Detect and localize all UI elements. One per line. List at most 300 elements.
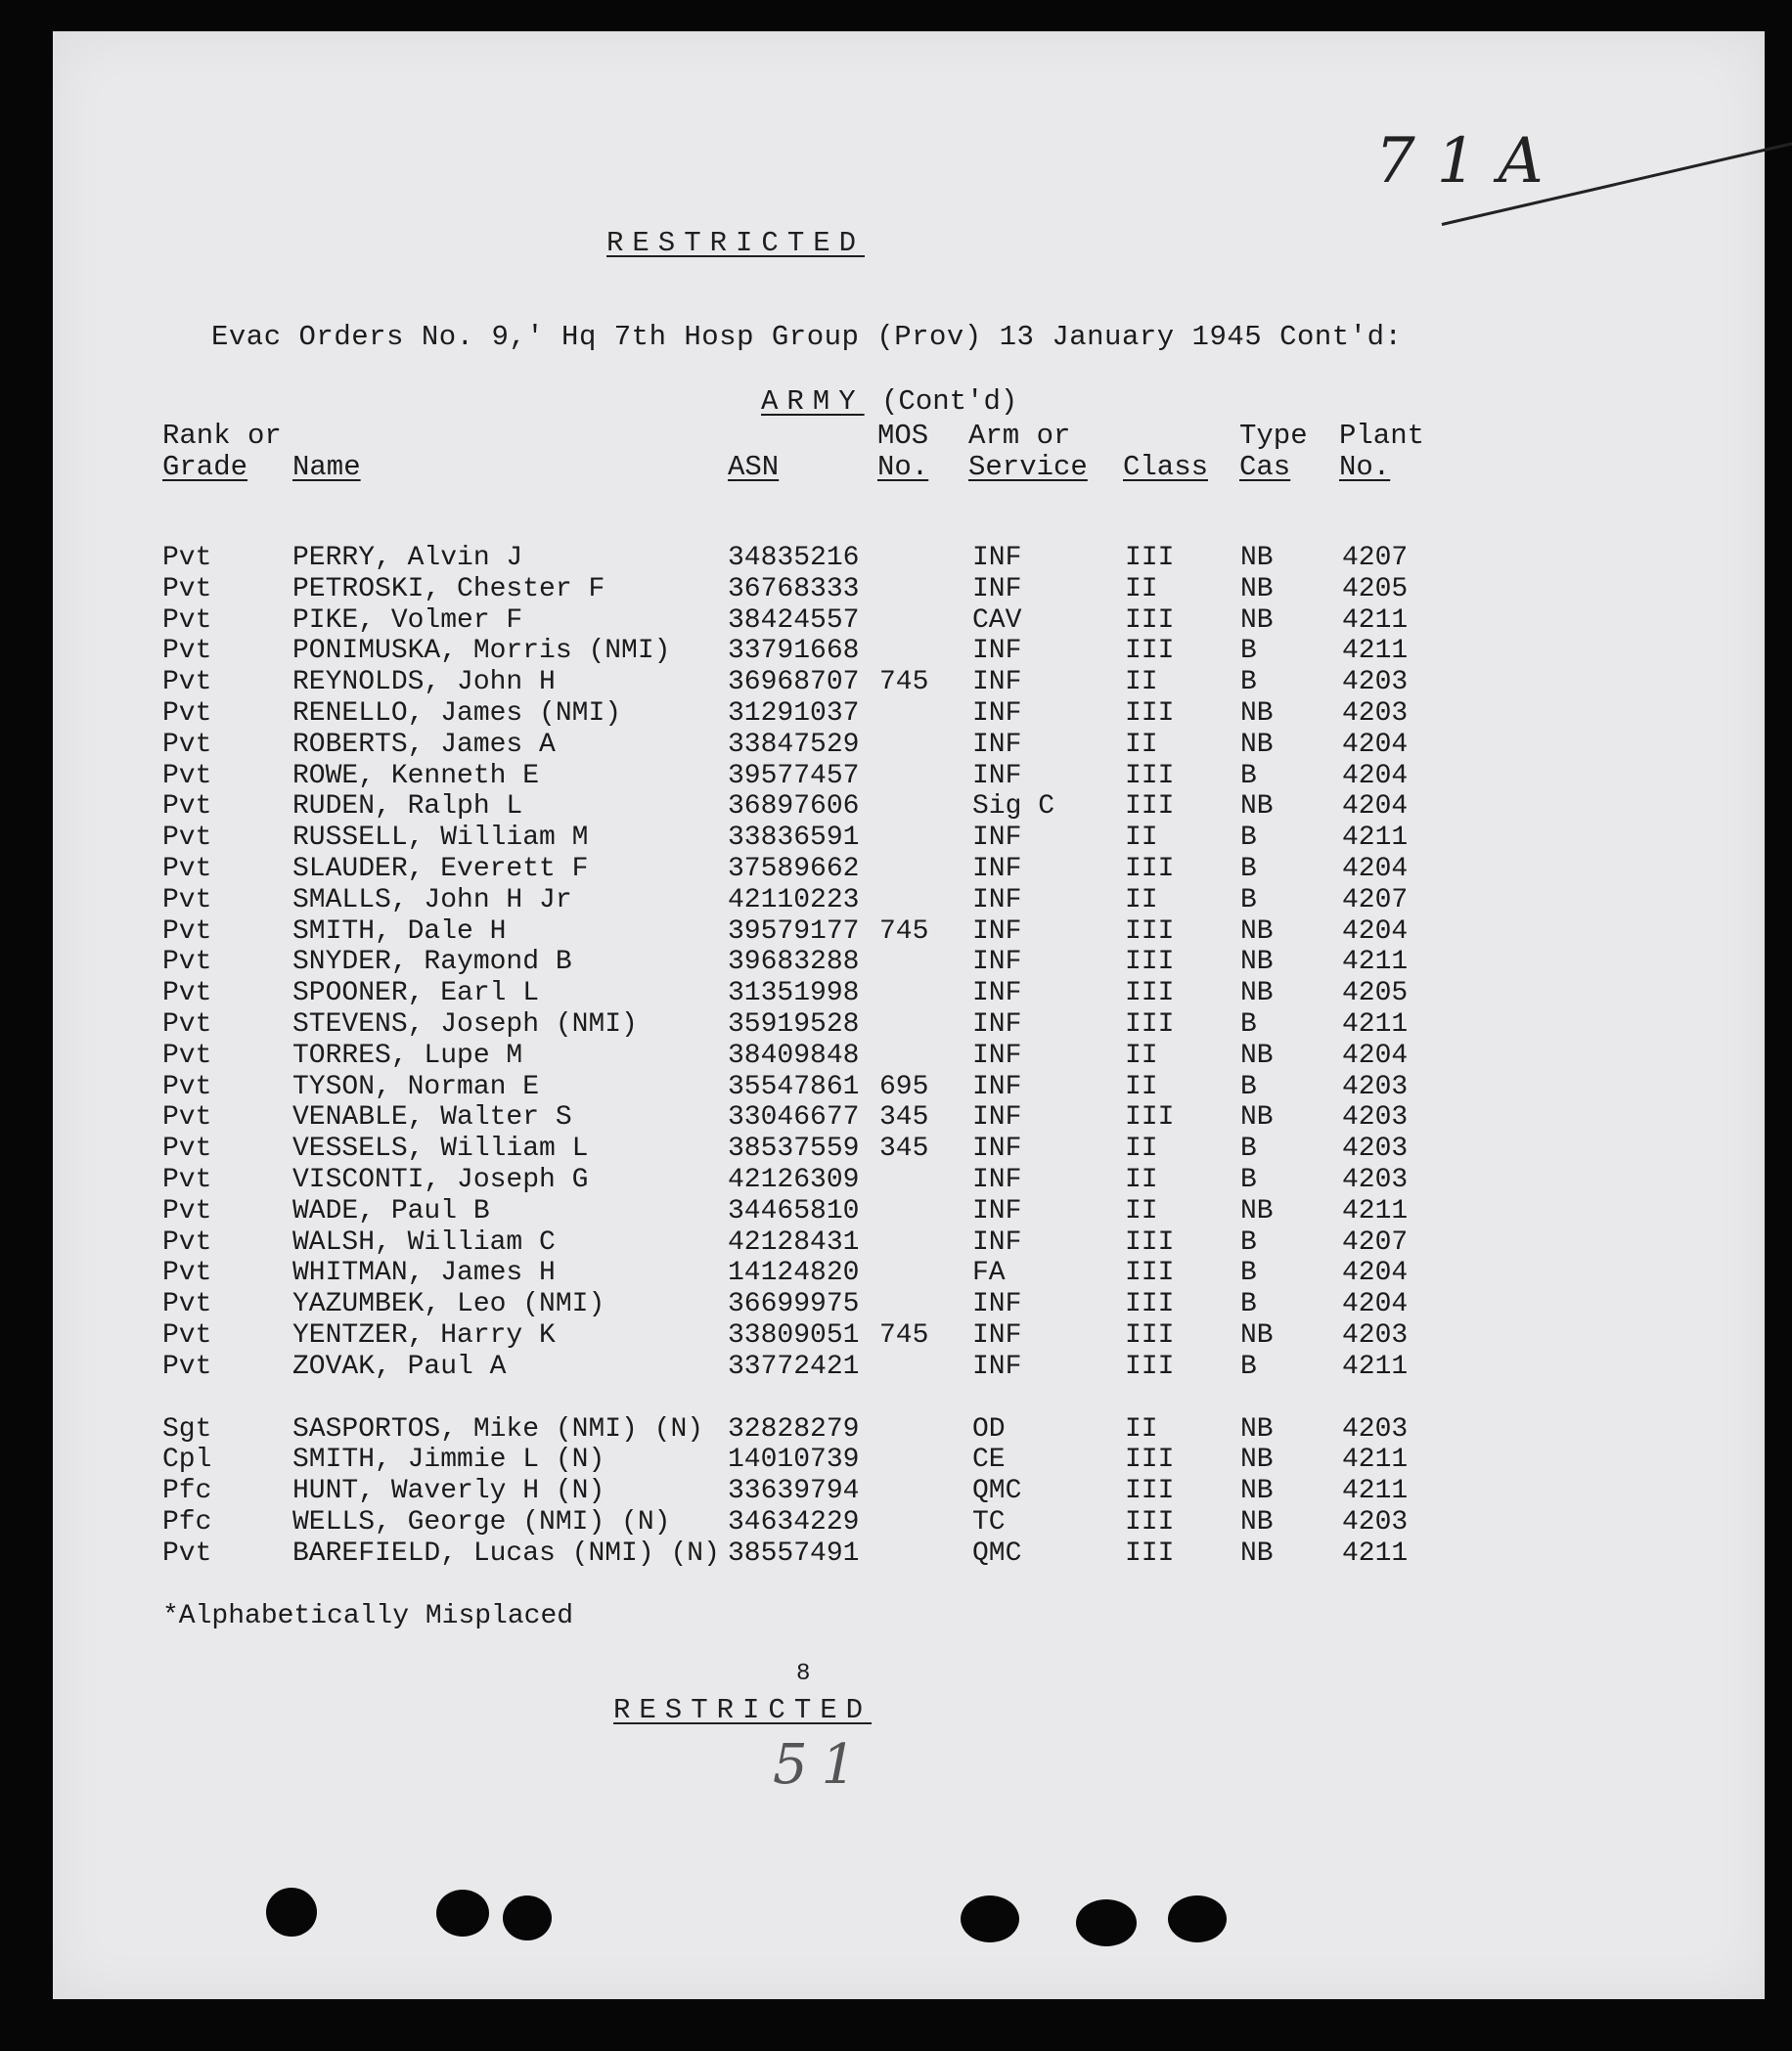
column-header-rank	[162, 421, 283, 483]
casualty-type-cell: B	[1240, 1071, 1257, 1102]
rank-cell: Pvt	[162, 667, 212, 698]
column-header-cas-line2: Cas	[1239, 451, 1291, 483]
casualty-type-cell: NB	[1240, 729, 1274, 760]
name-cell: SASPORTOS, Mike (NMI) (N)	[292, 1413, 704, 1445]
plant-number-cell: 4203	[1342, 697, 1409, 729]
asn-cell: 34835216	[728, 543, 860, 573]
plant-number-cell: 4203	[1342, 1102, 1409, 1134]
class-cell: III	[1125, 604, 1175, 636]
rank-cell: Pvt	[162, 1008, 212, 1040]
rank-cell: Pvt	[162, 884, 212, 915]
arm-service-cell: INF	[972, 1226, 1022, 1258]
column-header-rank-line2: Grade	[162, 451, 248, 483]
table-row	[53, 854, 1765, 885]
plant-number-cell: 4207	[1342, 1226, 1409, 1258]
rank-cell: Pvt	[162, 915, 212, 947]
rank-cell: Pfc	[162, 1506, 212, 1538]
name-cell: ROWE, Kenneth E	[292, 760, 540, 791]
arm-service-cell: INF	[972, 1289, 1022, 1320]
row-group-spacer	[53, 1383, 1765, 1414]
class-cell: III	[1125, 760, 1175, 791]
table-row	[53, 947, 1765, 978]
column-header-mos-line1: MOS	[877, 420, 929, 452]
rank-cell: Pvt	[162, 823, 212, 854]
asn-cell: 33847529	[728, 729, 860, 760]
restricted-heading-bottom: RESTRICTED	[613, 1694, 873, 1726]
casualty-type-cell: NB	[1240, 1319, 1274, 1351]
rank-cell: Sgt	[162, 1413, 212, 1445]
table-row	[53, 761, 1765, 792]
plant-number-cell: 4203	[1342, 1319, 1409, 1351]
class-cell: III	[1125, 1226, 1175, 1258]
plant-number-cell: 4211	[1342, 947, 1409, 978]
arm-service-cell: INF	[972, 1040, 1022, 1071]
name-cell: RUDEN, Ralph L	[292, 791, 523, 823]
class-cell: II	[1125, 573, 1158, 604]
column-header-mos	[877, 421, 928, 483]
name-cell: SNYDER, Raymond B	[292, 947, 572, 978]
column-header-asn	[728, 452, 779, 483]
plant-number-cell: 4207	[1342, 884, 1409, 915]
asn-cell: 34634229	[728, 1506, 860, 1538]
rank-cell: Pvt	[162, 1319, 212, 1351]
table-row	[53, 605, 1765, 637]
column-header-name-label: Name	[292, 451, 361, 483]
arm-service-cell: INF	[972, 1071, 1022, 1102]
rank-cell: Pvt	[162, 604, 212, 636]
rank-cell: Pvt	[162, 543, 212, 573]
asn-cell: 39683288	[728, 947, 860, 978]
punch-hole	[1168, 1895, 1227, 1942]
arm-service-cell: OD	[972, 1413, 1006, 1445]
column-header-cas	[1239, 421, 1310, 483]
column-header-arm-line1: Arm or	[968, 420, 1071, 452]
casualty-type-cell: NB	[1240, 947, 1274, 978]
punch-hole	[1076, 1899, 1137, 1946]
casualty-type-cell: B	[1240, 1258, 1257, 1289]
name-cell: SPOONER, Earl L	[292, 978, 540, 1009]
asn-cell: 32828279	[728, 1413, 860, 1445]
plant-number-cell: 4204	[1342, 1289, 1409, 1320]
plant-number-cell: 4204	[1342, 915, 1409, 947]
class-cell: II	[1125, 1040, 1158, 1071]
arm-service-cell: INF	[972, 1102, 1022, 1134]
name-cell: SMITH, Dale H	[292, 915, 507, 947]
arm-service-cell: INF	[972, 729, 1022, 760]
asn-cell: 39577457	[728, 760, 860, 791]
arm-service-cell: INF	[972, 1134, 1022, 1165]
casualty-type-cell: B	[1240, 884, 1257, 915]
column-header-arm-line2: Service	[968, 451, 1088, 483]
plant-number-cell: 4211	[1342, 1351, 1409, 1382]
mos-cell: 345	[879, 1102, 929, 1134]
rank-cell: Pvt	[162, 636, 212, 667]
table-row	[53, 1165, 1765, 1196]
table-row	[53, 667, 1765, 698]
name-cell: PONIMUSKA, Morris (NMI)	[292, 636, 671, 667]
plant-number-cell: 4203	[1342, 1134, 1409, 1165]
name-cell: STEVENS, Joseph (NMI)	[292, 1008, 638, 1040]
table-row	[53, 978, 1765, 1009]
restricted-heading-top: RESTRICTED	[606, 227, 866, 259]
column-header-class-label: Class	[1123, 451, 1209, 483]
asn-cell: 35547861	[728, 1071, 860, 1102]
arm-service-cell: INF	[972, 1195, 1022, 1226]
rank-cell: Pvt	[162, 760, 212, 791]
casualty-type-cell: B	[1240, 1008, 1257, 1040]
casualty-type-cell: B	[1240, 823, 1257, 854]
plant-number-cell: 4203	[1342, 1506, 1409, 1538]
section-title	[761, 385, 1017, 418]
class-cell: II	[1125, 1413, 1158, 1445]
plant-number-cell: 4204	[1342, 791, 1409, 823]
mos-cell: 345	[879, 1134, 929, 1165]
asn-cell: 42126309	[728, 1164, 860, 1195]
casualty-type-cell: B	[1240, 853, 1257, 884]
plant-number-cell: 4203	[1342, 1413, 1409, 1445]
class-cell: III	[1125, 1102, 1175, 1134]
table-row	[53, 1041, 1765, 1072]
name-cell: YENTZER, Harry K	[292, 1319, 556, 1351]
plant-number-cell: 4211	[1342, 1538, 1409, 1569]
evac-orders-line: Evac Orders No. 9,' Hq 7th Hosp Group (Prov) 13 January 1945 Cont'd:	[211, 321, 1403, 353]
name-cell: PETROSKI, Chester F	[292, 573, 605, 604]
casualty-type-cell: B	[1240, 636, 1257, 667]
plant-number-cell: 4211	[1342, 1476, 1409, 1507]
arm-service-cell: INF	[972, 1164, 1022, 1195]
class-cell: II	[1125, 884, 1158, 915]
rank-cell: Pvt	[162, 1164, 212, 1195]
table-row	[53, 1445, 1765, 1476]
arm-service-cell: Sig C	[972, 791, 1055, 823]
casualty-type-cell: NB	[1240, 573, 1274, 604]
asn-cell: 31291037	[728, 697, 860, 729]
table-row	[53, 1476, 1765, 1507]
casualty-type-cell: B	[1240, 1164, 1257, 1195]
plant-number-cell: 4211	[1342, 1445, 1409, 1476]
table-row	[53, 636, 1765, 667]
casualty-type-cell: B	[1240, 1226, 1257, 1258]
class-cell: III	[1125, 697, 1175, 729]
table-row	[53, 1134, 1765, 1165]
personnel-table	[53, 543, 1765, 1570]
casualty-type-cell: B	[1240, 760, 1257, 791]
casualty-type-cell: NB	[1240, 543, 1274, 573]
plant-number-cell: 4211	[1342, 1195, 1409, 1226]
arm-service-cell: INF	[972, 823, 1022, 854]
table-row	[53, 1320, 1765, 1352]
arm-service-cell: QMC	[972, 1538, 1022, 1569]
asn-cell: 14124820	[728, 1258, 860, 1289]
casualty-type-cell: NB	[1240, 915, 1274, 947]
arm-service-cell: CE	[972, 1445, 1006, 1476]
asn-cell: 38424557	[728, 604, 860, 636]
asn-cell: 33772421	[728, 1351, 860, 1382]
class-cell: III	[1125, 636, 1175, 667]
table-row	[53, 1227, 1765, 1259]
plant-number-cell: 4203	[1342, 667, 1409, 698]
table-row	[53, 1289, 1765, 1320]
table-row	[53, 1072, 1765, 1103]
table-row	[53, 574, 1765, 605]
class-cell: II	[1125, 667, 1158, 698]
class-cell: III	[1125, 978, 1175, 1009]
name-cell: TORRES, Lupe M	[292, 1040, 523, 1071]
arm-service-cell: INF	[972, 1008, 1022, 1040]
arm-service-cell: INF	[972, 573, 1022, 604]
arm-service-cell: INF	[972, 853, 1022, 884]
class-cell: III	[1125, 1476, 1175, 1507]
table-row	[53, 1009, 1765, 1041]
rank-cell: Pvt	[162, 1258, 212, 1289]
casualty-type-cell: NB	[1240, 1195, 1274, 1226]
class-cell: III	[1125, 1008, 1175, 1040]
class-cell: III	[1125, 853, 1175, 884]
casualty-type-cell: NB	[1240, 1476, 1274, 1507]
footnote: *Alphabetically Misplaced	[162, 1601, 574, 1631]
class-cell: III	[1125, 1538, 1175, 1569]
rank-cell: Pvt	[162, 1102, 212, 1134]
name-cell: WADE, Paul B	[292, 1195, 490, 1226]
asn-cell: 36968707	[728, 667, 860, 698]
name-cell: ROBERTS, James A	[292, 729, 556, 760]
column-header-name	[292, 452, 361, 483]
name-cell: WHITMAN, James H	[292, 1258, 556, 1289]
table-row	[53, 698, 1765, 730]
class-cell: II	[1125, 1164, 1158, 1195]
column-header-mos-line2: No.	[877, 451, 929, 483]
plant-number-cell: 4203	[1342, 1164, 1409, 1195]
asn-cell: 34465810	[728, 1195, 860, 1226]
table-row	[53, 1102, 1765, 1134]
mos-cell: 745	[879, 1319, 929, 1351]
name-cell: SMALLS, John H Jr	[292, 884, 572, 915]
name-cell: WELLS, George (NMI) (N)	[292, 1506, 671, 1538]
rank-cell: Pvt	[162, 978, 212, 1009]
punch-hole	[503, 1895, 552, 1940]
table-row	[53, 1414, 1765, 1446]
rank-cell: Pvt	[162, 947, 212, 978]
asn-cell: 35919528	[728, 1008, 860, 1040]
casualty-type-cell: B	[1240, 1351, 1257, 1382]
asn-cell: 36897606	[728, 791, 860, 823]
asn-cell: 33809051	[728, 1319, 860, 1351]
class-cell: II	[1125, 1134, 1158, 1165]
arm-service-cell: INF	[972, 1319, 1022, 1351]
name-cell: VESSELS, William L	[292, 1134, 589, 1165]
plant-number-cell: 4211	[1342, 1008, 1409, 1040]
class-cell: II	[1125, 729, 1158, 760]
casualty-type-cell: NB	[1240, 1506, 1274, 1538]
class-cell: III	[1125, 1351, 1175, 1382]
arm-service-cell: INF	[972, 636, 1022, 667]
name-cell: PIKE, Volmer F	[292, 604, 523, 636]
rank-cell: Pvt	[162, 1071, 212, 1102]
handwritten-annotation-bottom: 51	[773, 1733, 871, 1797]
plant-number-cell: 4205	[1342, 978, 1409, 1009]
table-row	[53, 1538, 1765, 1570]
name-cell: ZOVAK, Paul A	[292, 1351, 507, 1382]
table-row	[53, 885, 1765, 916]
table-row	[53, 1352, 1765, 1383]
rank-cell: Pvt	[162, 1134, 212, 1165]
class-cell: II	[1125, 1071, 1158, 1102]
class-cell: III	[1125, 947, 1175, 978]
handwritten-annotation-top: 71A	[1375, 125, 1565, 198]
name-cell: VISCONTI, Joseph G	[292, 1164, 589, 1195]
column-header-plant-line1: Plant	[1339, 420, 1425, 452]
plant-number-cell: 4204	[1342, 1258, 1409, 1289]
plant-number-cell: 4204	[1342, 729, 1409, 760]
plant-number-cell: 4203	[1342, 1071, 1409, 1102]
asn-cell: 37589662	[728, 853, 860, 884]
asn-cell: 38557491	[728, 1538, 860, 1569]
asn-cell: 36768333	[728, 573, 860, 604]
rank-cell: Pfc	[162, 1476, 212, 1507]
asn-cell: 33639794	[728, 1476, 860, 1507]
arm-service-cell: QMC	[972, 1476, 1022, 1507]
table-row	[53, 1196, 1765, 1227]
name-cell: REYNOLDS, John H	[292, 667, 556, 698]
table-row	[53, 543, 1765, 574]
plant-number-cell: 4204	[1342, 853, 1409, 884]
column-header-plant-line2: No.	[1339, 451, 1391, 483]
name-cell: WALSH, William C	[292, 1226, 556, 1258]
table-row	[53, 791, 1765, 823]
plant-number-cell: 4205	[1342, 573, 1409, 604]
column-header-class	[1123, 452, 1208, 483]
arm-service-cell: INF	[972, 667, 1022, 698]
table-row	[53, 823, 1765, 854]
arm-service-cell: INF	[972, 697, 1022, 729]
name-cell: RUSSELL, William M	[292, 823, 589, 854]
class-cell: III	[1125, 791, 1175, 823]
arm-service-cell: INF	[972, 760, 1022, 791]
class-cell: III	[1125, 1258, 1175, 1289]
casualty-type-cell: B	[1240, 1134, 1257, 1165]
section-title-suffix: (Cont'd)	[881, 385, 1018, 418]
table-row	[53, 730, 1765, 761]
rank-cell: Pvt	[162, 1195, 212, 1226]
name-cell: SLAUDER, Everett F	[292, 853, 589, 884]
asn-cell: 42110223	[728, 884, 860, 915]
asn-cell: 33836591	[728, 823, 860, 854]
arm-service-cell: CAV	[972, 604, 1022, 636]
class-cell: III	[1125, 1445, 1175, 1476]
class-cell: II	[1125, 823, 1158, 854]
plant-number-cell: 4204	[1342, 1040, 1409, 1071]
casualty-type-cell: NB	[1240, 604, 1274, 636]
name-cell: BAREFIELD, Lucas (NMI) (N)	[292, 1538, 720, 1569]
class-cell: II	[1125, 1195, 1158, 1226]
casualty-type-cell: B	[1240, 1289, 1257, 1320]
rank-cell: Pvt	[162, 791, 212, 823]
rank-cell: Pvt	[162, 1040, 212, 1071]
arm-service-cell: FA	[972, 1258, 1006, 1289]
plant-number-cell: 4211	[1342, 636, 1409, 667]
arm-service-cell: INF	[972, 1351, 1022, 1382]
table-row	[53, 1507, 1765, 1538]
plant-number-cell: 4211	[1342, 604, 1409, 636]
name-cell: HUNT, Waverly H (N)	[292, 1476, 605, 1507]
class-cell: III	[1125, 1506, 1175, 1538]
rank-cell: Pvt	[162, 573, 212, 604]
arm-service-cell: TC	[972, 1506, 1006, 1538]
plant-number-cell: 4207	[1342, 543, 1409, 573]
rank-cell: Cpl	[162, 1445, 212, 1476]
class-cell: III	[1125, 915, 1175, 947]
punch-hole	[436, 1890, 489, 1937]
arm-service-cell: INF	[972, 978, 1022, 1009]
table-row	[53, 916, 1765, 948]
punch-hole	[961, 1895, 1019, 1942]
name-cell: VENABLE, Walter S	[292, 1102, 572, 1134]
plant-number-cell: 4204	[1342, 760, 1409, 791]
plant-number-cell: 4211	[1342, 823, 1409, 854]
column-header-asn-label: ASN	[728, 451, 780, 483]
column-header-plant	[1339, 421, 1425, 483]
mos-cell: 745	[879, 915, 929, 947]
arm-service-cell: INF	[972, 947, 1022, 978]
section-title-army: ARMY	[761, 385, 865, 418]
name-cell: PERRY, Alvin J	[292, 543, 523, 573]
rank-cell: Pvt	[162, 1226, 212, 1258]
column-header-cas-line1: Type	[1239, 420, 1308, 452]
rank-cell: Pvt	[162, 729, 212, 760]
asn-cell: 39579177	[728, 915, 860, 947]
document-page	[53, 31, 1765, 1999]
arm-service-cell: INF	[972, 915, 1022, 947]
rank-cell: Pvt	[162, 697, 212, 729]
arm-service-cell: INF	[972, 884, 1022, 915]
rank-cell: Pvt	[162, 1538, 212, 1569]
asn-cell: 14010739	[728, 1445, 860, 1476]
rank-cell: Pvt	[162, 1351, 212, 1382]
asn-cell: 42128431	[728, 1226, 860, 1258]
page-number: 8	[796, 1661, 811, 1687]
casualty-type-cell: NB	[1240, 1445, 1274, 1476]
mos-cell: 695	[879, 1071, 929, 1102]
class-cell: III	[1125, 1319, 1175, 1351]
casualty-type-cell: B	[1240, 667, 1257, 698]
casualty-type-cell: NB	[1240, 1040, 1274, 1071]
casualty-type-cell: NB	[1240, 791, 1274, 823]
class-cell: III	[1125, 543, 1175, 573]
casualty-type-cell: NB	[1240, 978, 1274, 1009]
rank-cell: Pvt	[162, 1289, 212, 1320]
column-header-arm	[968, 421, 1088, 483]
asn-cell: 38537559	[728, 1134, 860, 1165]
casualty-type-cell: NB	[1240, 1413, 1274, 1445]
table-row	[53, 1258, 1765, 1289]
casualty-type-cell: NB	[1240, 1102, 1274, 1134]
casualty-type-cell: NB	[1240, 1538, 1274, 1569]
casualty-type-cell: NB	[1240, 697, 1274, 729]
name-cell: YAZUMBEK, Leo (NMI)	[292, 1289, 605, 1320]
class-cell: III	[1125, 1289, 1175, 1320]
name-cell: TYSON, Norman E	[292, 1071, 540, 1102]
asn-cell: 33046677	[728, 1102, 860, 1134]
name-cell: RENELLO, James (NMI)	[292, 697, 622, 729]
name-cell: SMITH, Jimmie L (N)	[292, 1445, 605, 1476]
rank-cell: Pvt	[162, 853, 212, 884]
arm-service-cell: INF	[972, 543, 1022, 573]
mos-cell: 745	[879, 667, 929, 698]
asn-cell: 31351998	[728, 978, 860, 1009]
column-header-rank-line1: Rank or	[162, 420, 282, 452]
asn-cell: 33791668	[728, 636, 860, 667]
asn-cell: 36699975	[728, 1289, 860, 1320]
